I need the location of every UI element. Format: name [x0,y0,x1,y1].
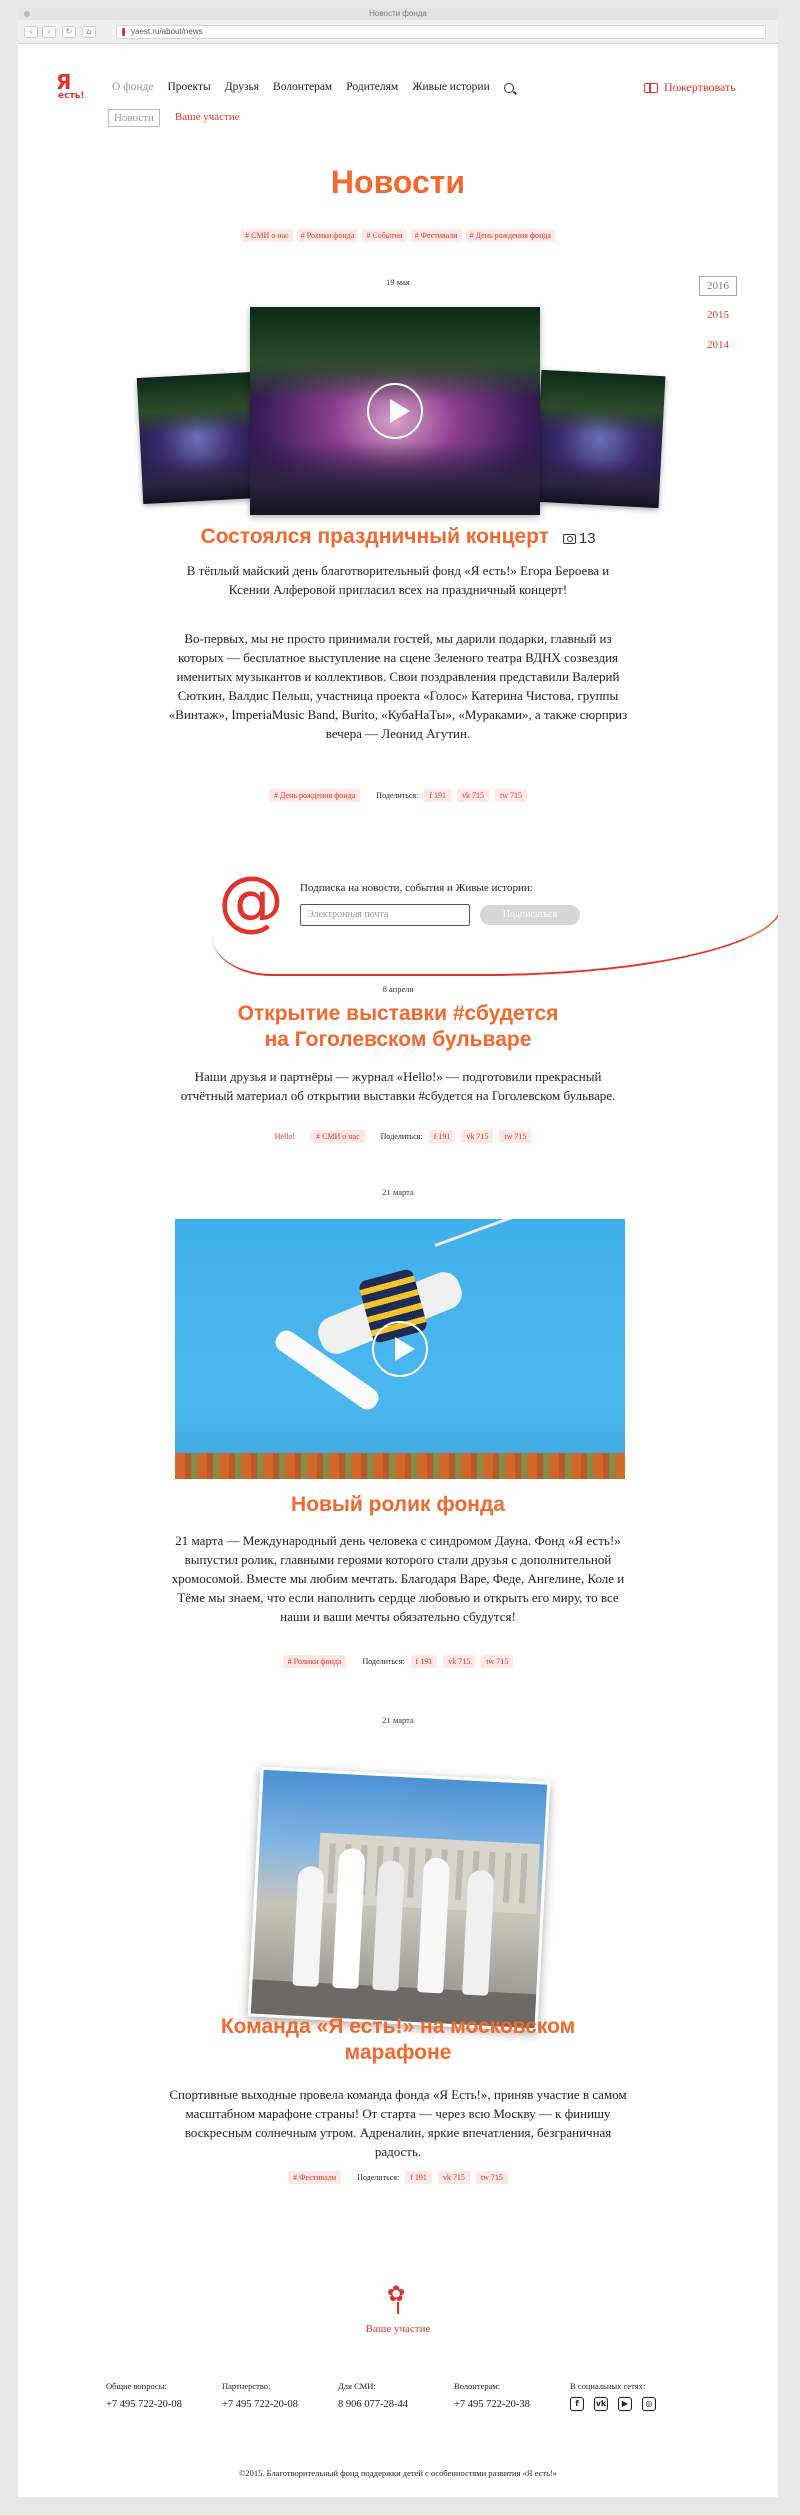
post-tag[interactable]: # СМИ о нас [311,1130,365,1143]
post-tag[interactable]: # Фестивали [288,2171,341,2184]
search-icon[interactable] [504,83,514,93]
nav-item-stories[interactable]: Живые истории [412,81,490,93]
post-title[interactable] [18,1001,778,1053]
post-text: Наши друзья и партнёры — журнал «Hello!» — подготовили прекрасный отчётный материал об открытии выставки #сбудется на Гоголевском бульваре. [180,1069,616,1103]
nav-item-volunteers[interactable]: Волонтерам [273,81,333,93]
contact-general [106,2381,222,2411]
contact-phone[interactable]: 8 906 077-28-44 [338,2399,408,2410]
post-title-line2: марафоне [344,2041,452,2064]
contact-title: Для СМИ: [338,2381,376,2391]
filter-tags [18,229,778,242]
filter-tag-festivals[interactable]: # Фестивали [411,229,462,242]
page [18,44,778,2497]
reload-icon[interactable]: ↻ [62,26,76,38]
year-filter [699,276,737,364]
share-label: Поделиться: [380,1132,423,1141]
main-nav [112,81,514,93]
contact-phone[interactable]: +7 495 722-20-38 [454,2399,530,2410]
contact-title: Волонтерам: [454,2381,501,2391]
subscribe-button[interactable]: Подписаться [480,905,580,925]
share-twitter-button[interactable]: tw 715 [481,1655,513,1668]
youtube-icon[interactable]: ▶ [618,2397,632,2411]
contact-partnership [222,2381,338,2411]
post-title[interactable] [18,524,778,552]
year-2014[interactable]: 2014 [707,339,729,351]
year-2016[interactable]: 2016 [699,276,737,296]
logo-line2: есть! [58,91,85,101]
share-twitter-button[interactable]: tw 715 [476,2171,508,2184]
footer-cta-label: Ваше участие [365,2323,431,2335]
instagram-icon[interactable]: ◎ [642,2397,656,2411]
year-2015[interactable]: 2015 [707,309,729,321]
post-title[interactable] [18,2014,778,2066]
filter-tag-events[interactable]: # События [362,229,406,242]
site-favicon-icon [122,28,125,36]
footer-contacts [106,2381,686,2411]
contact-title: Партнерство: [222,2381,271,2391]
share-twitter-button[interactable]: tw 715 [495,789,527,802]
footer-participation-link[interactable] [18,2284,778,2335]
post-text-continued: Во-первых, мы не просто принимали гостей, мы дарили подарки, главный из которых — бесплатное выступление на сцене Зеленого театра ВДНХ созвездия именитых музыкантов и коллективов. Свои поздравления представили Валерий Сюткин, Валдис Пельш, участница проекта «Голос» Катерина Чистова, группы «Винтаж», ImperiaMusic Band, Burito, «КубаНаТы», «Мураками», а также сюрприз вечера — Леонид Агутин. [168,631,628,741]
social-title: В социальных сетях: [570,2381,646,2391]
address-bar[interactable] [116,25,766,39]
post-share-row [18,1130,778,1143]
email-input[interactable]: Электронная почта [300,904,470,926]
photo-count [563,526,596,552]
post-title-line1: Открытие выставки #сбудется [237,1002,559,1025]
play-icon[interactable] [367,383,423,439]
donate-button[interactable] [644,80,736,95]
post-title[interactable]: Новый ролик фонда [291,1493,505,1516]
post-photo-right[interactable] [535,370,666,508]
nav-item-friends[interactable]: Друзья [224,81,260,93]
flower-icon [385,2284,411,2314]
facebook-icon[interactable]: f [570,2397,584,2411]
subscribe-block [218,862,778,972]
post-source-link[interactable]: Hello! [274,1132,296,1141]
play-icon[interactable] [372,1321,428,1377]
vk-icon[interactable]: vk [594,2397,608,2411]
post-date: 19 мая [386,277,410,287]
share-facebook-button[interactable]: f 191 [429,1130,456,1143]
post-text: В тёплый майский день благотворительный фонд «Я есть!» Егора Бероева и Ксении Алферовой пригласил всех на праздничный концерт! [186,563,610,597]
photo-count-value: 13 [578,530,596,547]
share-vk-button[interactable]: vk 715 [457,789,489,802]
contact-media [338,2381,454,2411]
home-icon[interactable]: ⌂ [82,26,96,38]
post-tag[interactable]: # Ролики фонда [283,1655,347,1668]
post-photo[interactable] [248,1767,551,2032]
share-twitter-button[interactable]: tw 715 [499,1130,531,1143]
post-share-row [18,789,778,802]
sub-nav [108,109,245,127]
filter-tag-birthday[interactable]: # День рождения фонда [466,229,555,242]
logo-line1: Я [56,70,72,94]
url-text: yaest.ru/about/news [131,27,203,36]
post-text: Спортивные выходные провела команда фонда «Я Есть!», приняв участие в самом масштабном марафоне страны! От старта — через всю Москву — к финишу воскресным солнечным утром. Адреналин, яркие впечатления, безграничная радость. [169,2087,627,2159]
share-vk-button[interactable]: vk 715 [443,1655,475,1668]
share-facebook-button[interactable]: f 191 [411,1655,438,1668]
filter-tag-media[interactable]: # СМИ о нас [241,229,293,242]
camera-icon [563,534,576,544]
donate-label: Пожертвовать [664,80,736,94]
contact-title: Общие вопросы: [106,2381,167,2391]
social-links [570,2381,686,2411]
forward-arrow-icon[interactable]: › [42,26,56,38]
filter-tag-videos[interactable]: # Ролики фонда [297,229,359,242]
share-vk-button[interactable]: vk 715 [461,1130,493,1143]
post-video-thumbnail[interactable] [175,1219,625,1479]
post-title-line2: на Гоголевском бульваре [264,1028,532,1051]
gift-icon [644,83,658,93]
post-share-row [18,1655,778,1668]
post-date: 21 марта [382,1715,414,1725]
browser-toolbar [18,20,778,44]
post-photo-left[interactable] [137,372,259,504]
share-label: Поделиться: [362,1657,405,1666]
post-date: 21 марта [382,1187,414,1197]
post-date: 8 апреля [382,984,414,994]
back-arrow-icon[interactable]: ‹ [24,26,38,38]
at-sign-icon: @ [218,862,284,939]
post-share-row [18,2171,778,2184]
share-vk-button[interactable]: vk 715 [438,2171,470,2184]
post-video-thumbnail[interactable] [250,307,540,515]
page-title: Новости [330,164,466,200]
post-title-text: Состоялся праздничный концерт [200,525,550,548]
nav-item-parents[interactable]: Родителям [346,81,399,93]
subnav-participation[interactable]: Ваше участие [174,111,240,123]
contact-volunteers [454,2381,570,2411]
post-text: 21 марта — Международный день человека с синдромом Дауна. Фонд «Я есть!» выпустил ролик, главными героями которого стали друзья с дополнительной хромосомой. Вместе мы любим мечтать. Благодаря Варе, Феде, Ангелине, Коле и Тёме мы знаем, что если наполнить сердце любовью и открыть его миру, то все наши и ваши мечты обязательно сбудутся! [171,1533,625,1624]
subscribe-label: Подписка на новости, события и Живые истории: [300,882,533,894]
copyright: ©2015. Благотворительный фонд поддержки детей с особенностями развития «Я есть!» [238,2468,558,2478]
subnav-news[interactable]: Новости [108,109,160,127]
post-tag[interactable]: # День рождения фонда [269,789,360,802]
share-facebook-button[interactable]: f 191 [424,789,451,802]
share-label: Поделиться: [376,791,419,800]
window-titlebar [18,8,778,20]
post-title-line1: Команда «Я есть!» на московском [220,2015,576,2038]
contact-phone[interactable]: +7 495 722-20-08 [106,2399,182,2410]
contact-phone[interactable]: +7 495 722-20-08 [222,2399,298,2410]
logo[interactable] [56,72,84,101]
nav-item-projects[interactable]: Проекты [167,81,211,93]
share-label: Поделиться: [357,2173,400,2182]
nav-item-about[interactable]: О фонде [112,81,154,93]
share-facebook-button[interactable]: f 191 [405,2171,432,2184]
window-title: Новости фонда [369,9,427,18]
